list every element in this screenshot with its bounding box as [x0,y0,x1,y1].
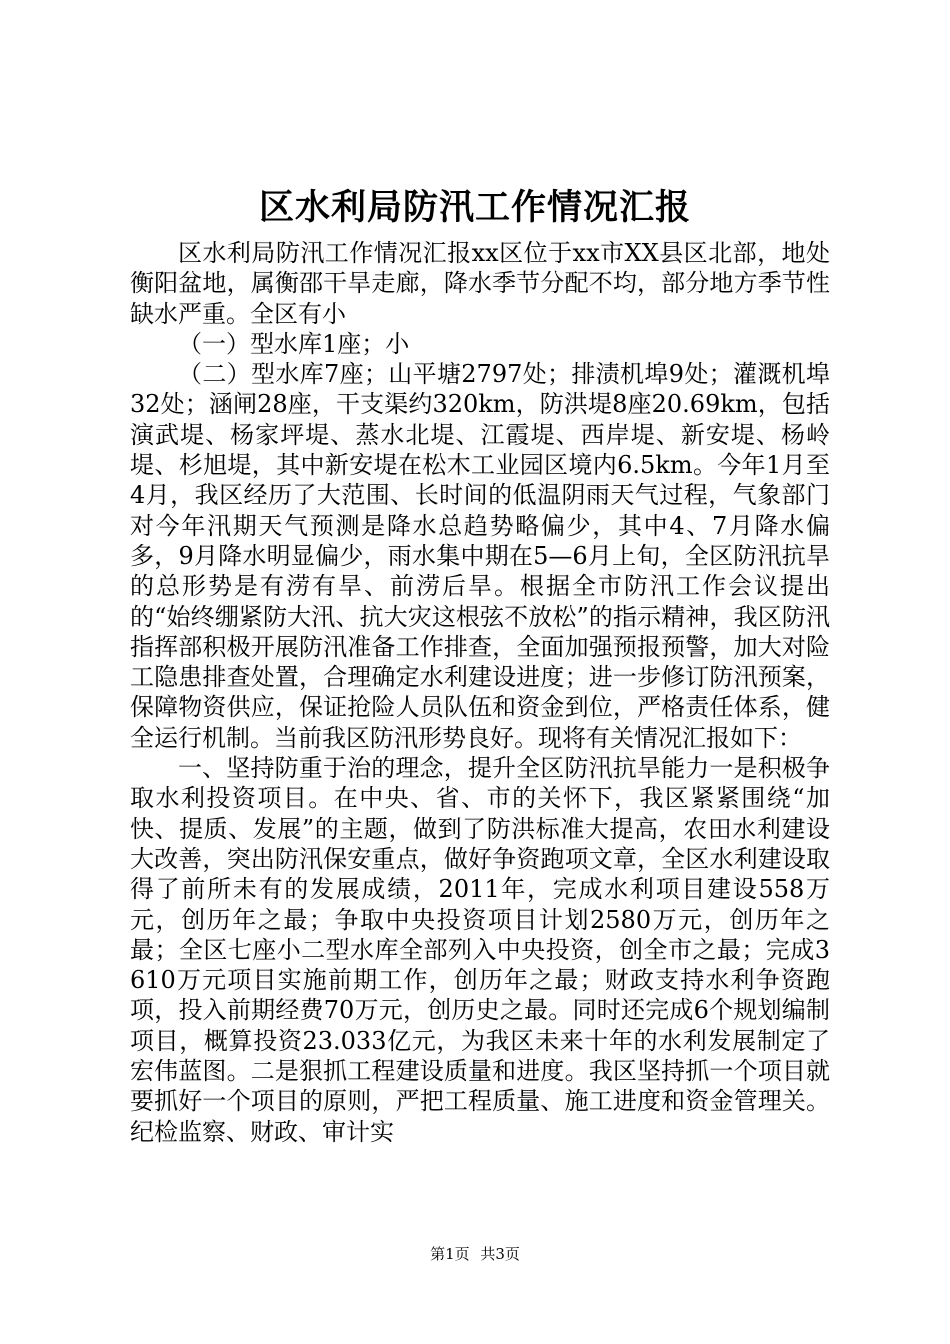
page-number: 第1页 [430,1245,470,1263]
paragraph-item-2: （二）型水库7座；山平塘2797处；排渍机埠9处；灌溉机埠32处；涵闸28座，干支渠约320km，防洪堤8座20.69km，包括演武堤、杨家坪堤、蒸水北堤、江霞堤、西岸堤、新安堤、杨岭堤、杉旭堤，其中新安堤在松木工业园区境内6.5km。今年1月至4月，我区经历了大范围、长时间的低温阴雨天气过程，气象部门对今年汛期天气预测是降水总趋势略偏少，其中4、7月降水偏多，9月降水明显偏少，雨水集中期在5—6月上旬，全区防汛抗旱的总形势是有涝有旱、前涝后旱。根据全市防汛工作会议提出的“始终绷紧防大汛、抗大灾这根弦不放松”的指示精神，我区防汛指挥部积极开展防汛准备工作排查，全面加强预报预警，加大对险工隐患排查处置，合理确定水利建设进度；进一步修订防汛预案，保障物资供应，保证抢险人员队伍和资金到位，严格责任体系，健全运行机制。当前我区防汛形势良好。现将有关情况汇报如下： [130,360,830,752]
document-body [130,238,830,1147]
paragraph-item-1: （一）型水库1座；小 [178,329,410,358]
paragraph-section-1: 一、坚持防重于治的理念，提升全区防汛抗旱能力一是积极争取水利投资项目。在中央、省、市的关怀下，我区紧紧围绕“加快、提质、发展”的主题，做到了防洪标准大提高，农田水利建设大改善，突出防汛保安重点，做好争资跑项文章，全区水利建设取得了前所未有的发展成绩，2011年，完成水利项目建设558万元，创历年之最；争取中央投资项目计划2580万元，创历年之最；全区七座小二型水库全部列入中央投资，创全市之最；完成3610万元项目实施前期工作，创历年之最；财政支持水利争资跑项，投入前期经费70万元，创历史之最。同时还完成6个规划编制项目，概算投资23.033亿元，为我区未来十年的水利发展制定了宏伟蓝图。二是狠抓工程建设质量和进度。我区坚持抓一个项目就要抓好一个项目的原则，严把工程质量、施工进度和资金管理关。纪检监察、财政、审计实 [130,754,830,1146]
page-footer [0,1244,950,1264]
document-title: 区水利局防汛工作情况汇报 [258,187,691,228]
paragraph-intro: 区水利局防汛工作情况汇报xx区位于xx市XX县区北部，地处衡阳盆地，属衡邵干旱走廊，降水季节分配不均，部分地方季节性缺水严重。全区有小 [130,239,830,328]
page-total: 共3页 [480,1245,520,1263]
